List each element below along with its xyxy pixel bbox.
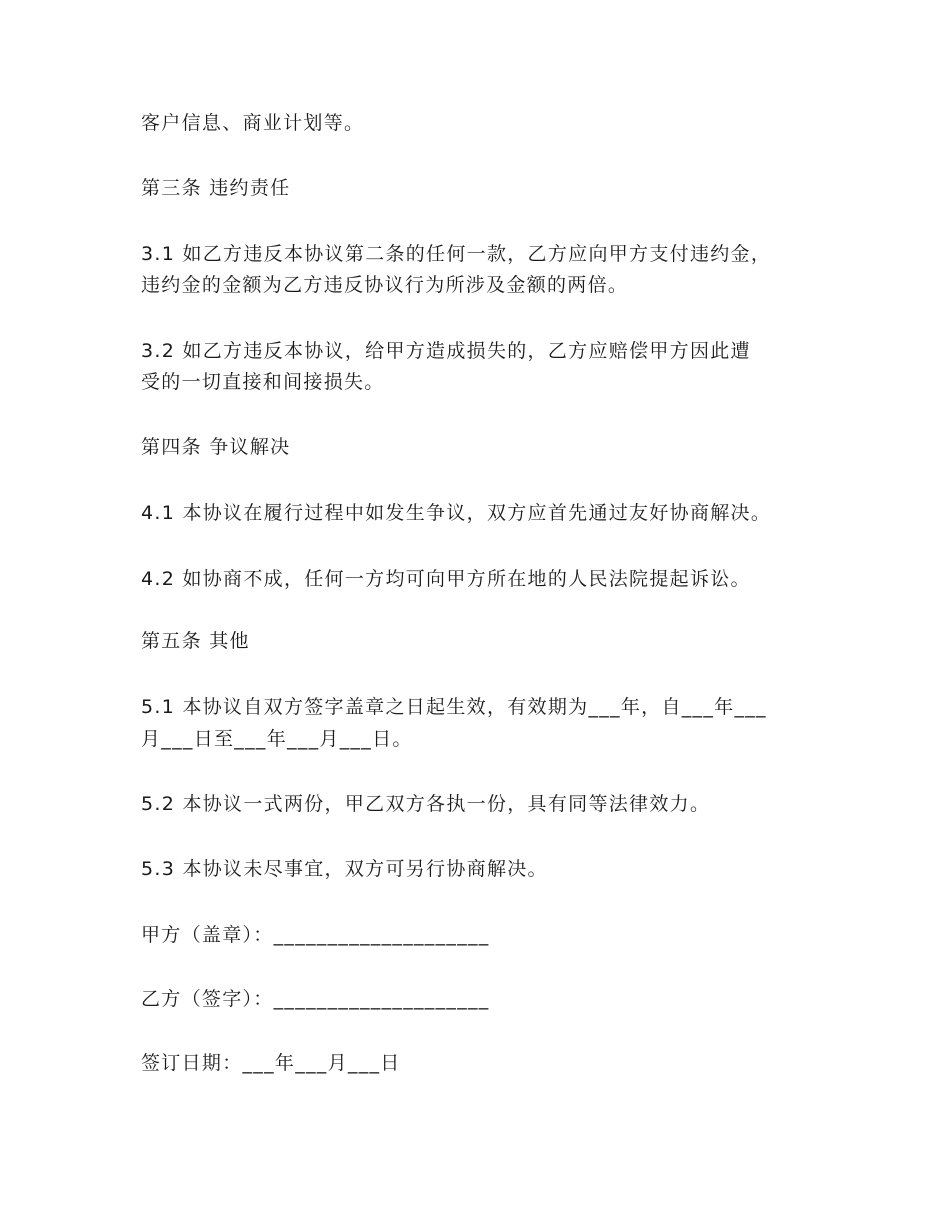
section-heading-dispute-resolution: 第四条 争议解决 <box>141 436 291 458</box>
clause-3-2-line-1: 3.2 如乙方违反本协议，给甲方造成损失的，乙方应赔偿甲方因此遭 <box>141 340 751 362</box>
clause-4-1: 4.1 本协议在履行过程中如发生争议，双方应首先通过友好协商解决。 <box>141 502 772 524</box>
clause-3-1-line-1: 3.1 如乙方违反本协议第二条的任何一款，乙方应向甲方支付违约金， <box>141 243 772 265</box>
clause-5-1-line-2: 月___日至___年___月___日。 <box>141 728 413 750</box>
signing-date-line: 签订日期：___年___月___日 <box>141 1052 401 1074</box>
clause-3-2-line-2: 受的一切直接和间接损失。 <box>141 371 385 393</box>
party-a-seal-line: 甲方（盖章）：____________________ <box>141 924 490 946</box>
party-b-signature-line: 乙方（签字）：____________________ <box>141 988 490 1010</box>
text-line-continuation: 客户信息、商业计划等。 <box>141 112 365 134</box>
clause-5-1-line-1: 5.1 本协议自双方签字盖章之日起生效，有效期为___年，自___年___ <box>141 696 767 718</box>
clause-3-1-line-2: 违约金的金额为乙方违反协议行为所涉及金额的两倍。 <box>141 274 629 296</box>
clause-5-3: 5.3 本协议未尽事宜，双方可另行协商解决。 <box>141 858 548 880</box>
section-heading-other: 第五条 其他 <box>141 630 250 652</box>
section-heading-breach-liability: 第三条 违约责任 <box>141 177 291 199</box>
clause-5-2: 5.2 本协议一式两份，甲乙双方各执一份，具有同等法律效力。 <box>141 793 711 815</box>
clause-4-2: 4.2 如协商不成，任何一方均可向甲方所在地的人民法院提起诉讼。 <box>141 568 751 590</box>
